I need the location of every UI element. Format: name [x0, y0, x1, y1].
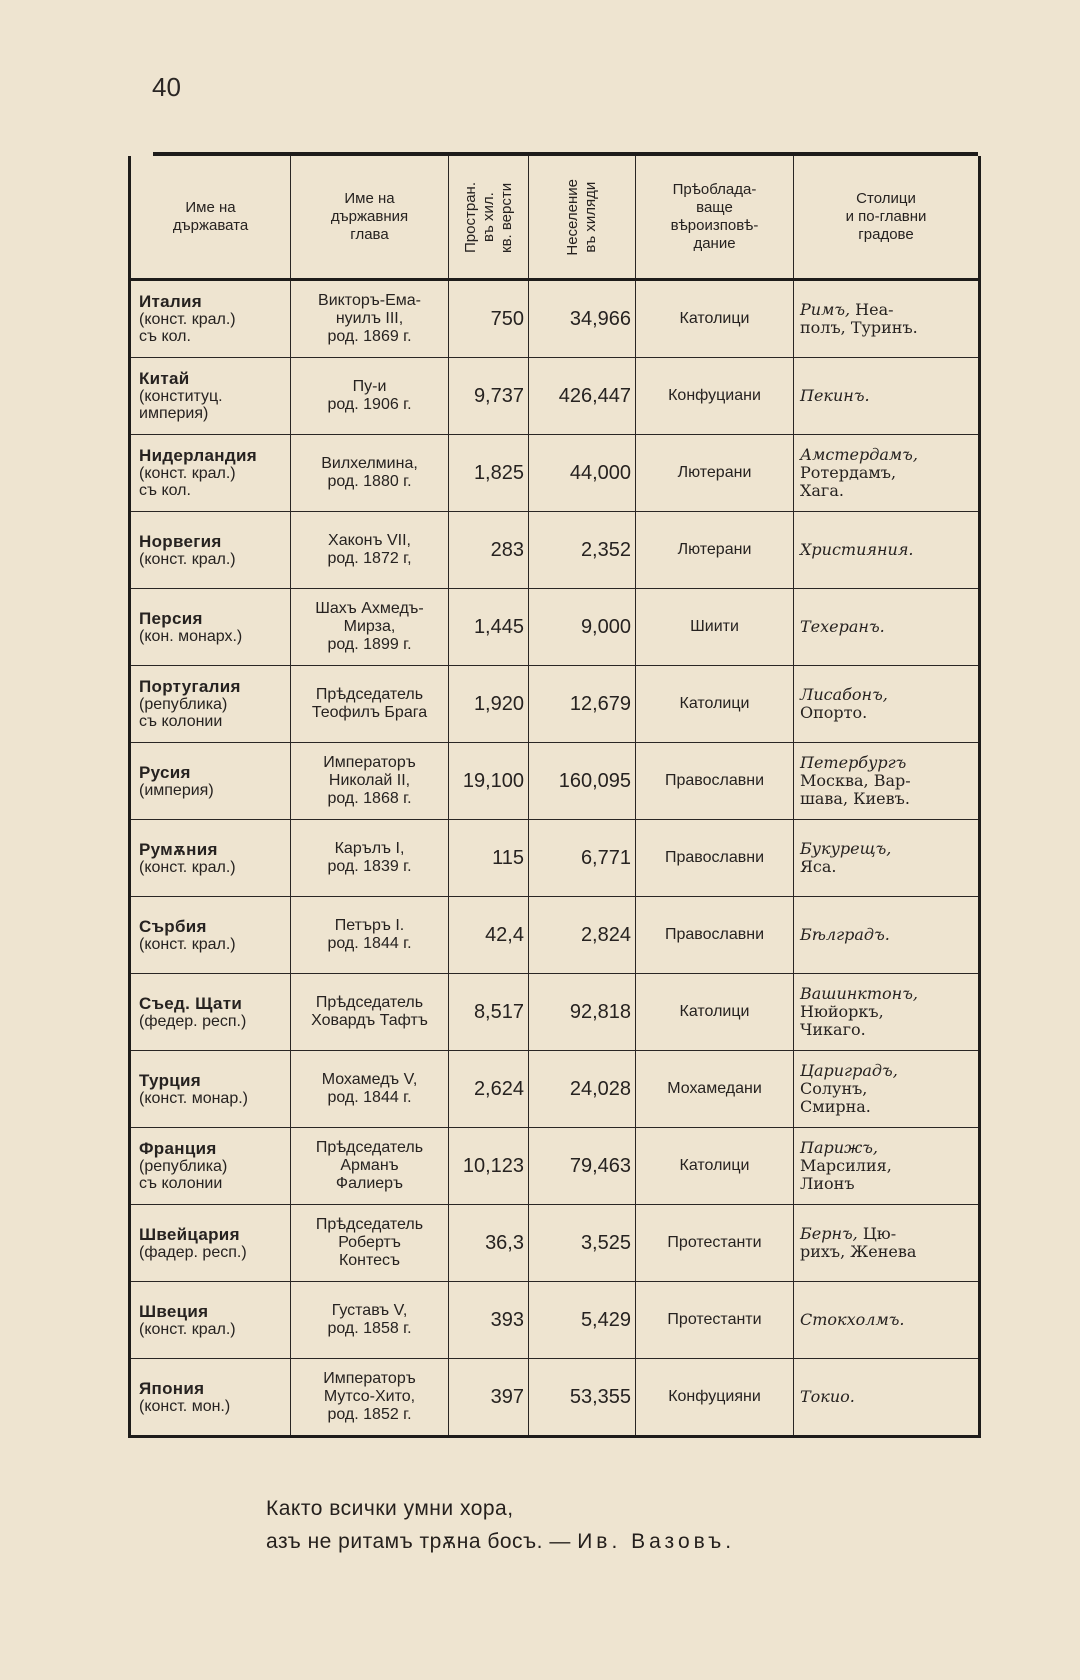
state-form: (конст. крал.): [139, 1320, 236, 1338]
header-religion: Прѣоблада- ваще вѣроизповѣ- дание: [636, 156, 794, 280]
cell-capitals: [794, 1359, 980, 1437]
capital-city: Токио.: [800, 1387, 855, 1406]
cell-head-of-state: Императоръ Николай II, род. 1868 г.: [291, 743, 449, 820]
cell-area: 115: [449, 820, 529, 897]
cell-state: [130, 1128, 291, 1205]
cell-area: 750: [449, 280, 529, 358]
cell-state: [130, 512, 291, 589]
cell-capitals: [794, 666, 980, 743]
cell-population: 9,000: [529, 589, 636, 666]
other-cities: Солунъ, Смирна.: [800, 1079, 871, 1116]
state-form: (фадер. респ.): [139, 1243, 247, 1261]
cell-area: 393: [449, 1282, 529, 1359]
quote-author: Ив. Вазовъ.: [577, 1530, 736, 1553]
state-form: (федер. респ.): [139, 1012, 247, 1030]
state-name: Нидерландия: [139, 446, 257, 465]
capital-city: Парижъ,: [800, 1138, 878, 1157]
cell-capitals: [794, 820, 980, 897]
table-row: [130, 820, 980, 897]
other-cities: Ротердамъ, Хага.: [800, 463, 897, 500]
state-name: Япония: [139, 1378, 205, 1398]
cell-population: 34,966: [529, 280, 636, 358]
capital-city: Християния.: [800, 540, 914, 559]
state-name: Италия: [139, 292, 202, 311]
cell-religion: Лютерани: [636, 512, 794, 589]
cell-population: 44,000: [529, 435, 636, 512]
table-row: [130, 974, 980, 1051]
other-cities: Яса.: [800, 857, 837, 876]
cell-population: 2,352: [529, 512, 636, 589]
cell-religion: Протестанти: [636, 1205, 794, 1282]
state-form: (конст. монар.): [139, 1089, 248, 1107]
cell-head-of-state: Прѣдседатель Робертъ Контесъ: [291, 1205, 449, 1282]
cell-state: [130, 280, 291, 358]
cell-state: [130, 435, 291, 512]
cell-capitals: [794, 743, 980, 820]
cell-area: 397: [449, 1359, 529, 1437]
header-capitals: Столици и по-главни градове: [794, 156, 980, 280]
cell-population: 3,525: [529, 1205, 636, 1282]
cell-population: 53,355: [529, 1359, 636, 1437]
table-row: [130, 743, 980, 820]
table-row: [130, 589, 980, 666]
cell-head-of-state: Прѣдседатель Ховардъ Тафтъ: [291, 974, 449, 1051]
cell-head-of-state: Викторъ-Ема- нуилъ III, род. 1869 г.: [291, 280, 449, 358]
quote-line-2: [266, 1525, 735, 1558]
cell-state: [130, 1282, 291, 1359]
table-row: [130, 1282, 980, 1359]
cell-area: 8,517: [449, 974, 529, 1051]
header-population: [529, 156, 636, 280]
quote-line-2-text: азъ не ритамъ трѫна босъ. —: [266, 1530, 578, 1553]
cell-population: 79,463: [529, 1128, 636, 1205]
capital-city: Букурещъ,: [800, 839, 892, 858]
header-head-of-state: Име на държавния глава: [291, 156, 449, 280]
capital-city: Цариградъ,: [800, 1061, 898, 1080]
cell-head-of-state: Мохамедъ V, род. 1844 г.: [291, 1051, 449, 1128]
cell-state: [130, 358, 291, 435]
state-form: (конституц. империя): [139, 388, 223, 422]
cell-area: 2,624: [449, 1051, 529, 1128]
cell-religion: Православни: [636, 897, 794, 974]
epigraph-quote: [266, 1492, 735, 1558]
cell-population: 12,679: [529, 666, 636, 743]
cell-capitals: [794, 974, 980, 1051]
other-cities: Опорто.: [800, 703, 868, 722]
cell-area: 283: [449, 512, 529, 589]
cell-state: [130, 897, 291, 974]
cell-head-of-state: Карълъ I, род. 1839 г.: [291, 820, 449, 897]
cell-area: 1,920: [449, 666, 529, 743]
cell-head-of-state: Вилхелмина, род. 1880 г.: [291, 435, 449, 512]
cell-state: [130, 1205, 291, 1282]
state-name: Швейцария: [139, 1224, 240, 1244]
state-name: Китай: [139, 369, 190, 388]
cell-head-of-state: Хаконъ VII, род. 1872 г,: [291, 512, 449, 589]
cell-capitals: [794, 897, 980, 974]
cell-population: 160,095: [529, 743, 636, 820]
capital-city: Лисабонъ,: [800, 685, 888, 704]
cell-area: 10,123: [449, 1128, 529, 1205]
capital-city: Петербургъ: [800, 753, 907, 772]
cell-capitals: [794, 358, 980, 435]
cell-capitals: [794, 1205, 980, 1282]
states-table: [128, 152, 978, 1438]
cell-religion: Протестанти: [636, 1282, 794, 1359]
cell-state: [130, 666, 291, 743]
cell-religion: Мохамедани: [636, 1051, 794, 1128]
other-cities: Цю- рихъ, Женева: [800, 1224, 917, 1261]
cell-head-of-state: Прѣдседатель Арманъ Фалиеръ: [291, 1128, 449, 1205]
cell-state: [130, 1051, 291, 1128]
cell-population: 24,028: [529, 1051, 636, 1128]
capital-city: Стокхолмъ.: [800, 1310, 905, 1329]
state-form: (империя): [139, 781, 214, 799]
capital-city: Римъ,: [800, 300, 851, 319]
cell-head-of-state: Шахъ Ахмедъ- Мирза, род. 1899 г.: [291, 589, 449, 666]
table-row: [130, 1051, 980, 1128]
cell-state: [130, 820, 291, 897]
cell-religion: Католици: [636, 280, 794, 358]
cell-population: 426,447: [529, 358, 636, 435]
cell-capitals: [794, 1282, 980, 1359]
table-row: [130, 280, 980, 358]
other-cities: Неа- полъ, Туринъ.: [800, 300, 918, 337]
table-row: [130, 358, 980, 435]
state-form: (конст. мон.): [139, 1397, 231, 1415]
state-name: Турция: [139, 1070, 201, 1090]
cell-capitals: [794, 280, 980, 358]
state-name: Съед. Щати: [139, 993, 243, 1013]
state-name: Швеция: [139, 1301, 209, 1321]
capital-city: Бѣлградъ.: [800, 925, 890, 944]
cell-population: 6,771: [529, 820, 636, 897]
cell-religion: Католици: [636, 1128, 794, 1205]
cell-head-of-state: Петъръ I. род. 1844 г.: [291, 897, 449, 974]
cell-population: 2,824: [529, 897, 636, 974]
cell-religion: Католици: [636, 666, 794, 743]
state-form: (конст. крал.) съ кол.: [139, 465, 236, 499]
state-name: Персия: [139, 608, 203, 628]
cell-state: [130, 743, 291, 820]
state-name: Русия: [139, 762, 191, 782]
state-name: Сърбия: [139, 916, 207, 936]
cell-state: [130, 974, 291, 1051]
capital-city: Пекинъ.: [800, 386, 870, 405]
state-form: (конст. крал.) съ кол.: [139, 311, 236, 345]
cell-head-of-state: Пу-и род. 1906 г.: [291, 358, 449, 435]
state-name: Португалия: [139, 677, 241, 696]
header-population-text: Неселение въ хиляди: [564, 178, 599, 256]
cell-head-of-state: Густавъ V, род. 1858 г.: [291, 1282, 449, 1359]
cell-capitals: [794, 1051, 980, 1128]
capital-city: Бернъ,: [800, 1224, 858, 1243]
table-row: [130, 666, 980, 743]
quote-line-1: Както всички умни хора,: [266, 1497, 514, 1520]
cell-area: 1,445: [449, 589, 529, 666]
header-state-name: Име на държавата: [130, 156, 291, 280]
cell-head-of-state: Императоръ Мутсо-Хито, род. 1852 г.: [291, 1359, 449, 1437]
capital-city: Амстердамъ,: [800, 445, 918, 464]
cell-area: 9,737: [449, 358, 529, 435]
state-name: Норвегия: [139, 531, 222, 551]
state-form: (конст. крал.): [139, 858, 236, 876]
cell-area: 42,4: [449, 897, 529, 974]
page-number: 40: [152, 72, 181, 102]
table-header-row: [130, 156, 980, 280]
cell-capitals: [794, 1128, 980, 1205]
cell-capitals: [794, 435, 980, 512]
table-row: [130, 435, 980, 512]
other-cities: Нюйоркъ, Чикаго.: [800, 1002, 884, 1039]
cell-religion: Конфуцияни: [636, 1359, 794, 1437]
state-form: (конст. крал.): [139, 935, 236, 953]
other-cities: Марсилия, Лионъ: [800, 1156, 892, 1193]
table-row: [130, 1128, 980, 1205]
state-name: Франция: [139, 1139, 217, 1158]
header-area-text: Простран. въ хил. кв. версти: [461, 181, 515, 253]
state-form: (кон. монарх.): [139, 627, 243, 645]
state-form: (република) съ колонии: [139, 1158, 228, 1192]
cell-head-of-state: Прѣдседатель Теофилъ Брага: [291, 666, 449, 743]
cell-area: 19,100: [449, 743, 529, 820]
cell-religion: Православни: [636, 820, 794, 897]
cell-capitals: [794, 512, 980, 589]
cell-religion: Лютерани: [636, 435, 794, 512]
table-row: [130, 1359, 980, 1437]
other-cities: Москва, Вар- шава, Киевъ.: [800, 771, 911, 808]
state-name: Румѫния: [139, 839, 218, 859]
cell-capitals: [794, 589, 980, 666]
state-form: (конст. крал.): [139, 550, 236, 568]
capital-city: Вашинктонъ,: [800, 984, 918, 1003]
cell-religion: Православни: [636, 743, 794, 820]
capital-city: Техеранъ.: [800, 617, 885, 636]
table-row: [130, 1205, 980, 1282]
header-area: [449, 156, 529, 280]
cell-religion: Католици: [636, 974, 794, 1051]
state-form: (република) съ колонии: [139, 696, 228, 730]
cell-population: 92,818: [529, 974, 636, 1051]
table-row: [130, 897, 980, 974]
cell-state: [130, 1359, 291, 1437]
cell-religion: Шиити: [636, 589, 794, 666]
cell-area: 36,3: [449, 1205, 529, 1282]
cell-state: [130, 589, 291, 666]
table-row: [130, 512, 980, 589]
cell-population: 5,429: [529, 1282, 636, 1359]
cell-religion: Конфуциани: [636, 358, 794, 435]
cell-area: 1,825: [449, 435, 529, 512]
